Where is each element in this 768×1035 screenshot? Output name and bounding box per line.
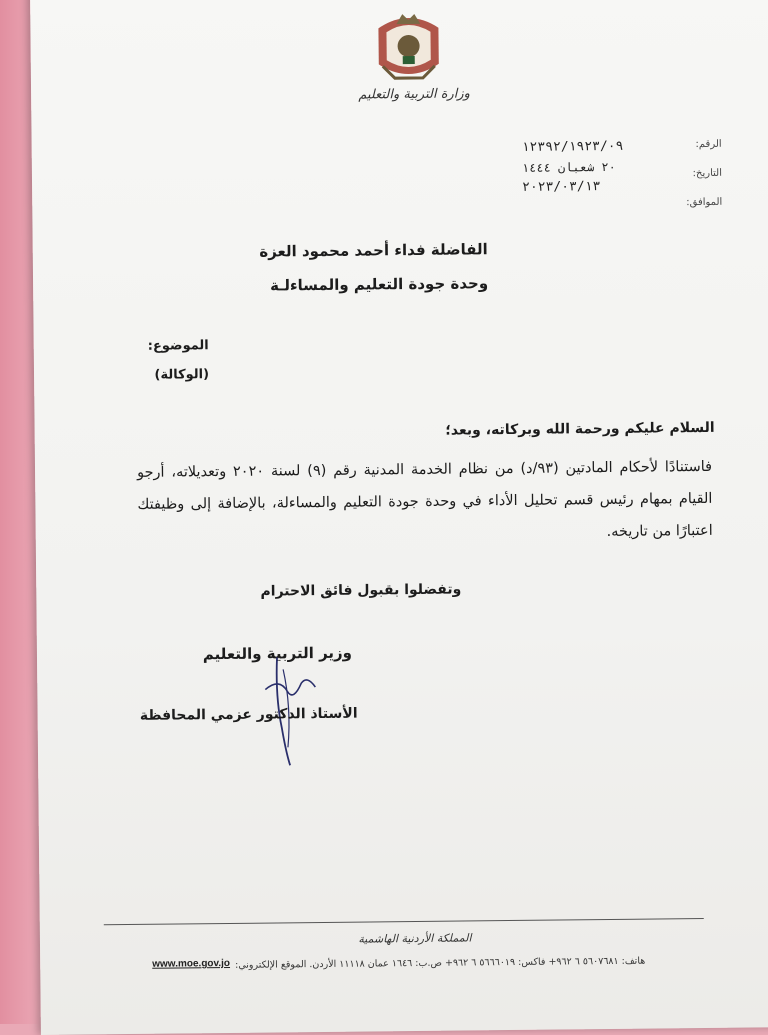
footer-country: المملكة الأردنية الهاشمية xyxy=(358,931,472,946)
hijri-date: ٢٠ شعبان ١٤٤٤ xyxy=(521,159,616,175)
subject-value: (الوكالة) xyxy=(154,367,210,383)
reference-number: ١٢٣٩٢/١٩٢٣/٠٩ xyxy=(521,138,624,155)
subject-block xyxy=(59,331,210,391)
number-label: الرقم: xyxy=(695,138,722,151)
addressee-block xyxy=(188,232,489,303)
reference-values xyxy=(522,136,693,198)
greeting: السلام عليكم ورحمة الله وبركاته، وبعد؛ xyxy=(445,419,715,439)
addressee-unit: وحدة جودة التعليم والمساءلـة xyxy=(269,274,489,295)
signatory-name: الأستاذ الدكتور عزمي المحافظة xyxy=(139,705,358,724)
ministry-name: وزارة التربية والتعليم xyxy=(358,86,471,103)
signatory-title: وزير التربية والتعليم xyxy=(202,643,353,664)
gregorian-date: ٢٠٢٣/٠٣/١٣ xyxy=(522,179,601,195)
subject-label: الموضوع: xyxy=(147,338,209,354)
footer-contact-info: هاتف: ٥٦٠٧٦٨١ ٦ ٩٦٢+ فاكس: ٥٦٦٦٠١٩ ٦ ٩٦٢+ ص.ب: ١٦٤٦ عمان ١١١١٨ الأردن. الموقع الإلكتروني: xyxy=(235,955,646,971)
footer-website-link[interactable]: www.moe.gov.jo xyxy=(152,957,231,970)
corresponding-label: الموافق: xyxy=(686,196,723,209)
coat-of-arms-icon xyxy=(368,6,449,87)
addressee-name: الفاضلة فداء أحمد محمود العزة xyxy=(259,240,488,261)
footer-divider xyxy=(104,918,704,925)
date-label: التاريخ: xyxy=(692,167,723,180)
closing-line: وتفضلوا بقبول فائق الاحترام xyxy=(260,581,462,600)
letter-page xyxy=(30,0,768,1035)
body-paragraph: فاستنادًا لأحكام المادتين (٩٣/د) من نظام الخدمة المدنية رقم (٩) لسنة ٢٠٢٠ وتعديلاته، أرجو القيام بمهام رئيس قسم تحليل الأداء في وحدة جودة التعليم والمساءلة، بالإضافة إلى وظيفتك اعتبارًا من تاريخه. xyxy=(136,458,713,540)
